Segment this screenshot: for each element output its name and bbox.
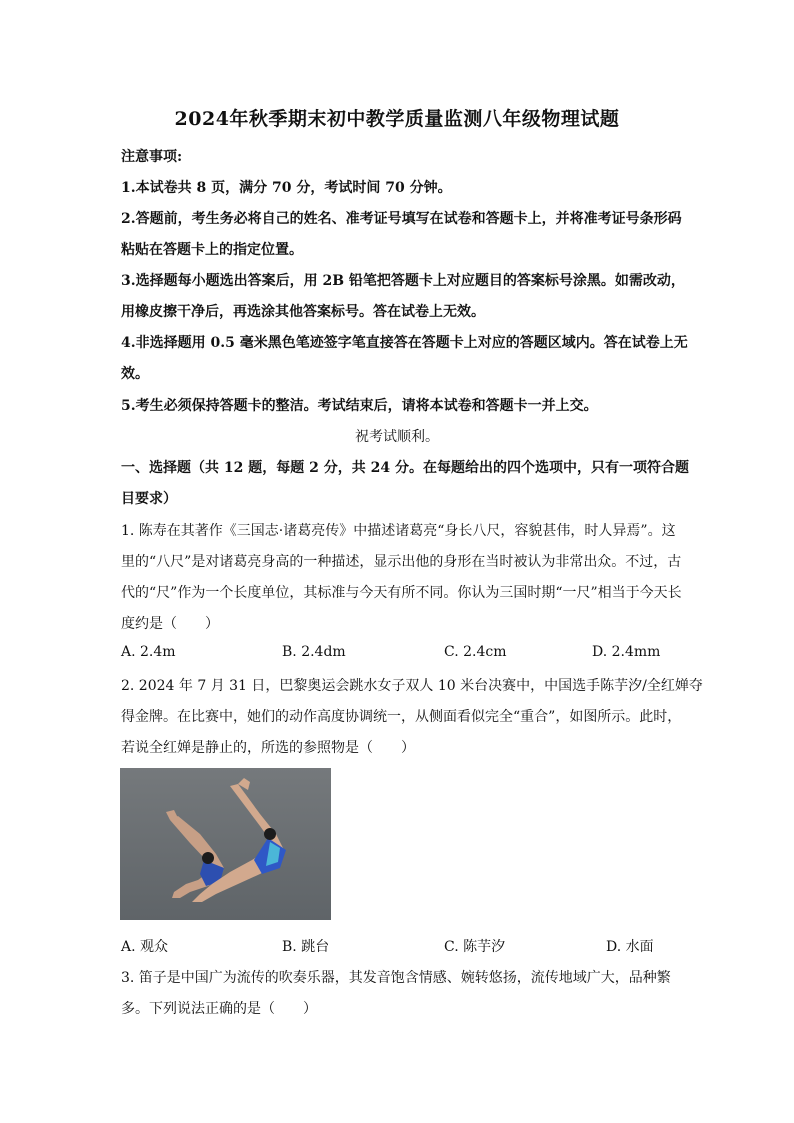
section-heading-cont: 目要求）	[121, 491, 177, 507]
question-2-text: 得金牌。在比赛中，她们的动作高度协调统一，从侧面看似完全“重合”，如图所示。此时，	[121, 709, 682, 725]
question-1-option-c: C. 2.4cm	[444, 644, 507, 660]
notice-line: 3.选择题每小题选出答案后，用 2B 铅笔把答题卡上对应题目的答案标号涂黑。如需改动，	[121, 273, 685, 289]
question-1-text: 1. 陈寿在其著作《三国志·诸葛亮传》中描述诸葛亮“身长八尺，容貌甚伟，时人异焉”。这	[121, 523, 676, 539]
notice-line: 2.答题前，考生务必将自己的姓名、准考证号填写在试卷和答题卡上，并将准考证号条形码	[121, 211, 682, 227]
question-2-option-b: B. 跳台	[282, 939, 330, 955]
question-1-text: 度约是（ ）	[121, 616, 219, 632]
question-2-option-c: C. 陈芋汐	[444, 939, 506, 955]
good-luck-wish: 祝考试顺利。	[355, 429, 439, 445]
question-2-text: 若说全红婵是静止的，所选的参照物是（ ）	[121, 740, 415, 756]
question-1-option-d: D. 2.4mm	[592, 644, 661, 660]
exam-title: 2024年秋季期末初中教学质量监测八年级物理试题	[174, 108, 620, 130]
notice-line: 4.非选择题用 0.5 毫米黑色笔迹签字笔直接答在答题卡上对应的答题区域内。答在试卷上无	[121, 335, 688, 351]
notice-line: 粘贴在答题卡上的指定位置。	[121, 242, 303, 258]
question-1-option-a: A. 2.4m	[121, 644, 176, 660]
diving-photo	[120, 768, 331, 920]
question-2-text: 2. 2024 年 7 月 31 日，巴黎奥运会跳水女子双人 10 米台决赛中，中国选手陈芋汐/全红婵夺	[121, 678, 703, 694]
question-1-text: 里的“八尺”是对诸葛亮身高的一种描述，显示出他的身形在当时被认为非常出众。不过，古	[121, 554, 682, 570]
notice-line: 用橡皮擦干净后，再选涂其他答案标号。答在试卷上无效。	[121, 304, 485, 320]
divers-illustration	[120, 768, 331, 920]
section-heading: 一、选择题（共 12 题，每题 2 分，共 24 分。在每题给出的四个选项中，只有一项符合题	[121, 460, 689, 476]
question-3-text: 多。下列说法正确的是（ ）	[121, 1001, 317, 1017]
question-1-text: 代的“尺”作为一个长度单位，其标准与今天有所不同。你认为三国时期“一尺”相当于今天长	[121, 585, 682, 601]
notice-line: 1.本试卷共 8 页，满分 70 分，考试时间 70 分钟。	[121, 180, 452, 196]
question-1-option-b: B. 2.4dm	[282, 644, 346, 660]
question-3-text: 3. 笛子是中国广为流传的吹奏乐器，其发音饱含情感、婉转悠扬，流传地域广大，品种繁	[121, 970, 671, 986]
question-2-option-a: A. 观众	[121, 939, 169, 955]
notice-line: 5.考生必须保持答题卡的整洁。考试结束后，请将本试卷和答题卡一并上交。	[121, 398, 598, 414]
notice-heading: 注意事项:	[121, 149, 183, 165]
notice-line: 效。	[121, 366, 149, 382]
question-2-option-d: D. 水面	[606, 939, 654, 955]
